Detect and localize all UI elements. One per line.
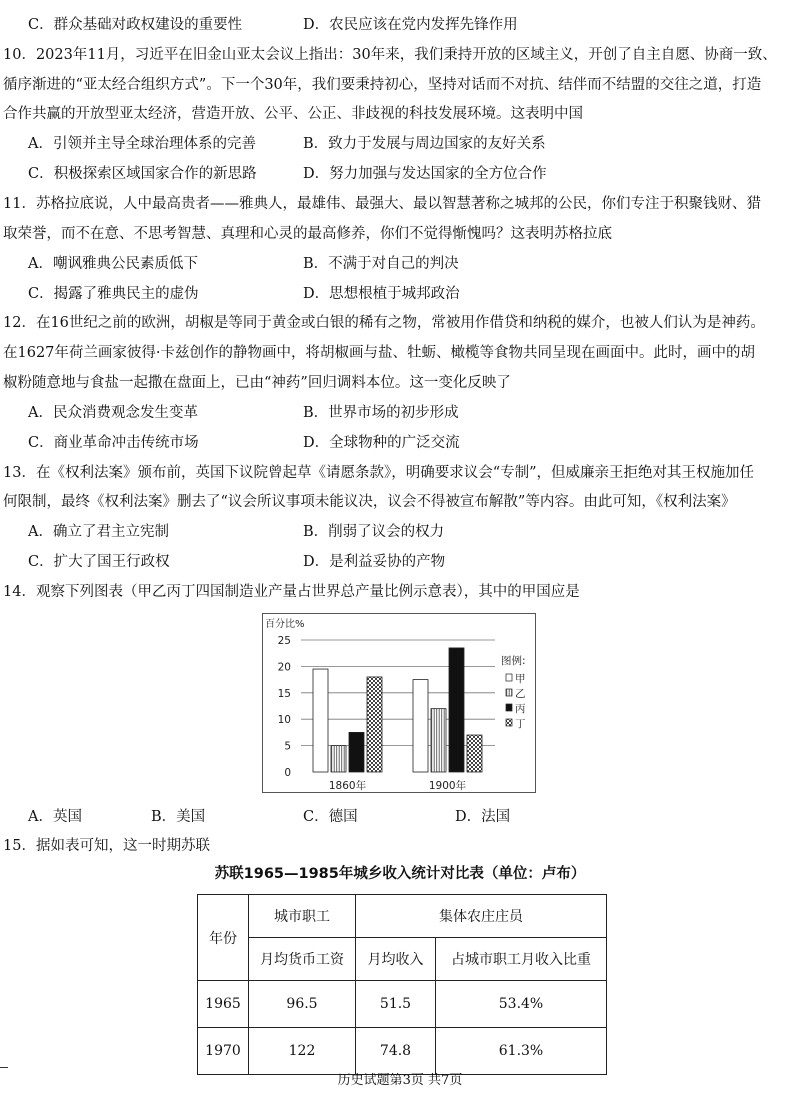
chart-legend-swatch — [506, 689, 512, 696]
q13-stem-line1: 13．在《权利法案》颁布前，英国下议院曾起草《请愿条款》，明确要求议会“专制”，但威廉亲王拒绝对其王权施加任 — [3, 465, 755, 481]
chart-legend-label: 丁 — [515, 718, 526, 730]
table-title: 苏联1965—1985年城乡收入统计对比表（单位：卢布） — [214, 866, 586, 882]
table-header-monthly-wage: 月均货币工资 — [249, 938, 356, 981]
q10-option-a: A．引领并主导全球治理体系的完善 — [28, 136, 256, 152]
table-cell-year: 1970 — [198, 1028, 249, 1075]
table-cell-wage: 96.5 — [249, 981, 356, 1028]
q14-stem-line1: 14．观察下列图表（甲乙丙丁四国制造业产量占世界总产量比例示意表），其中的甲国应是 — [3, 584, 580, 600]
q11-option-b: B．不满于对自己的判决 — [303, 256, 459, 272]
q12-stem-line1: 12．在16世纪之前的欧洲，胡椒是等同于黄金或白银的稀有之物，常被用作借贷和纳税的媒介，也被人们认为是神药。 — [3, 315, 765, 331]
q11-stem-line2: 取荣誉，而不在意、不思考智慧、真理和心灵的最高修养，你们不觉得惭愧吗？这表明苏格拉底 — [3, 226, 612, 242]
chart-legend-swatch — [506, 719, 512, 726]
table-cell-year: 1965 — [198, 981, 249, 1028]
q13-option-b: B．削弱了议会的权力 — [303, 524, 445, 540]
chart-bar-丁-1900年 — [467, 735, 482, 772]
q12-stem-line3: 椒粉随意地与食盐一起撒在盘面上，已由“神药”回归调料本位。这一变化反映了 — [3, 375, 511, 391]
q15-stem-line1: 15．据如表可知，这一时期苏联 — [3, 838, 210, 854]
chart-ytick-label: 25 — [277, 635, 291, 647]
q13-option-c: C．扩大了国王行政权 — [28, 554, 170, 570]
q12-stem-line2: 在1627年荷兰画家彼得·卡兹创作的静物画中，将胡椒画与盐、牡蛎、橄榄等食物共同呈现在画面中。此时，画中的胡 — [3, 345, 756, 361]
q12-option-c: C．商业革命冲击传统市场 — [28, 435, 199, 451]
table-cell-ratio: 53.4% — [436, 981, 607, 1028]
chart-bar-甲-1860年 — [313, 669, 328, 772]
table-header-year: 年份 — [198, 895, 249, 981]
table-header-city-workers: 城市职工 — [249, 895, 356, 938]
table-header-income-ratio: 占城市职工月收入比重 — [436, 938, 607, 981]
q13-option-a: A．确立了君主立宪制 — [28, 524, 169, 540]
q11-option-a: A．嘲讽雅典公民素质低下 — [28, 256, 198, 272]
q12-option-b: B．世界市场的初步形成 — [303, 405, 459, 421]
table-header-collective-farmers: 集体农庄庄员 — [356, 895, 607, 938]
q14-option-a: A．英国 — [28, 809, 82, 825]
corner-mark — [0, 1067, 8, 1068]
chart-bar-甲-1900年 — [413, 680, 428, 772]
chart-bar-丁-1860年 — [367, 677, 382, 772]
q11-option-d: D．思想根植于城邦政治 — [303, 286, 460, 302]
chart-xtick-label: 1860年 — [328, 780, 367, 792]
chart-ytick-label: 10 — [277, 714, 291, 727]
q10-option-d: D．努力加强与发达国家的全方位合作 — [303, 166, 547, 182]
page-footer: 历史试题第3页 共7页 — [337, 1073, 463, 1088]
chart-legend-swatch — [506, 704, 512, 711]
table-cell-income: 74.8 — [356, 1028, 436, 1075]
q12-option-d: D．全球物种的广泛交流 — [303, 435, 460, 451]
manufacturing-bar-chart — [262, 613, 536, 793]
chart-legend-title: 图例: — [501, 655, 526, 667]
chart-bar-丙-1860年 — [349, 732, 364, 772]
table-cell-income: 51.5 — [356, 981, 436, 1028]
q13-option-d: D．是利益妥协的产物 — [303, 554, 446, 570]
q14-option-d: D．法国 — [455, 809, 511, 825]
chart-legend-label: 丙 — [515, 703, 526, 715]
q10-option-c: C．积极探索区域国家合作的新思路 — [28, 166, 257, 182]
chart-ylabel: 百分比% — [265, 619, 305, 630]
q9-option-d: D．农民应该在党内发挥先锋作用 — [303, 17, 518, 33]
q9-option-c: C．群众基础对政权建设的重要性 — [28, 17, 243, 33]
q13-stem-line2: 何限制，最终《权利法案》删去了“议会所议事项未能议决，议会不得被宣布解散”等内容。由此可知，《权利法案》 — [3, 494, 736, 510]
chart-bar-乙-1860年 — [331, 746, 346, 772]
table-row — [198, 1028, 607, 1075]
q10-option-b: B．致力于发展与周边国家的友好关系 — [303, 136, 546, 152]
chart-ytick-label: 20 — [277, 661, 291, 674]
q11-option-c: C．揭露了雅典民主的虚伪 — [28, 286, 199, 302]
chart-bar-丙-1900年 — [449, 648, 464, 772]
chart-ytick-label: 5 — [284, 740, 291, 753]
chart-xtick-label: 1900年 — [428, 780, 467, 792]
chart-legend-swatch — [506, 674, 512, 681]
chart-legend-label: 乙 — [515, 688, 526, 700]
q11-stem-line1: 11．苏格拉底说，人中最高贵者——雅典人，最雄伟、最强大、最以智慧著称之城邦的公民，你们专注于积聚钱财、猎 — [3, 196, 761, 212]
chart-ytick-label: 0 — [284, 767, 291, 779]
q14-option-c: C．德国 — [303, 809, 358, 825]
table-cell-wage: 122 — [249, 1028, 356, 1075]
table-cell-ratio: 61.3% — [436, 1028, 607, 1075]
chart-bar-乙-1900年 — [431, 709, 446, 772]
q10-stem-line3: 合作共赢的开放型亚太经济，营造开放、公平、公正、非歧视的科技发展环境。这表明中国 — [3, 106, 583, 122]
income-table — [197, 894, 607, 1075]
q12-option-a: A．民众消费观念发生变革 — [28, 405, 198, 421]
table-header-monthly-income: 月均收入 — [356, 938, 436, 981]
chart-ytick-label: 15 — [277, 687, 291, 700]
q10-stem-line2: 循序渐进的“亚太经合组织方式”。下一个30年，我们要秉持初心，坚持对话而不对抗、结伴而不结盟的交往之道，打造 — [3, 77, 762, 93]
chart-legend-label: 甲 — [515, 673, 526, 685]
table-row — [198, 981, 607, 1028]
q10-stem-line1: 10．2023年11月，习近平在旧金山亚太会议上指出：30年来，我们秉持开放的区域主义，开创了自主自愿、协商一致、 — [3, 47, 777, 63]
q14-option-b: B．美国 — [151, 809, 206, 825]
